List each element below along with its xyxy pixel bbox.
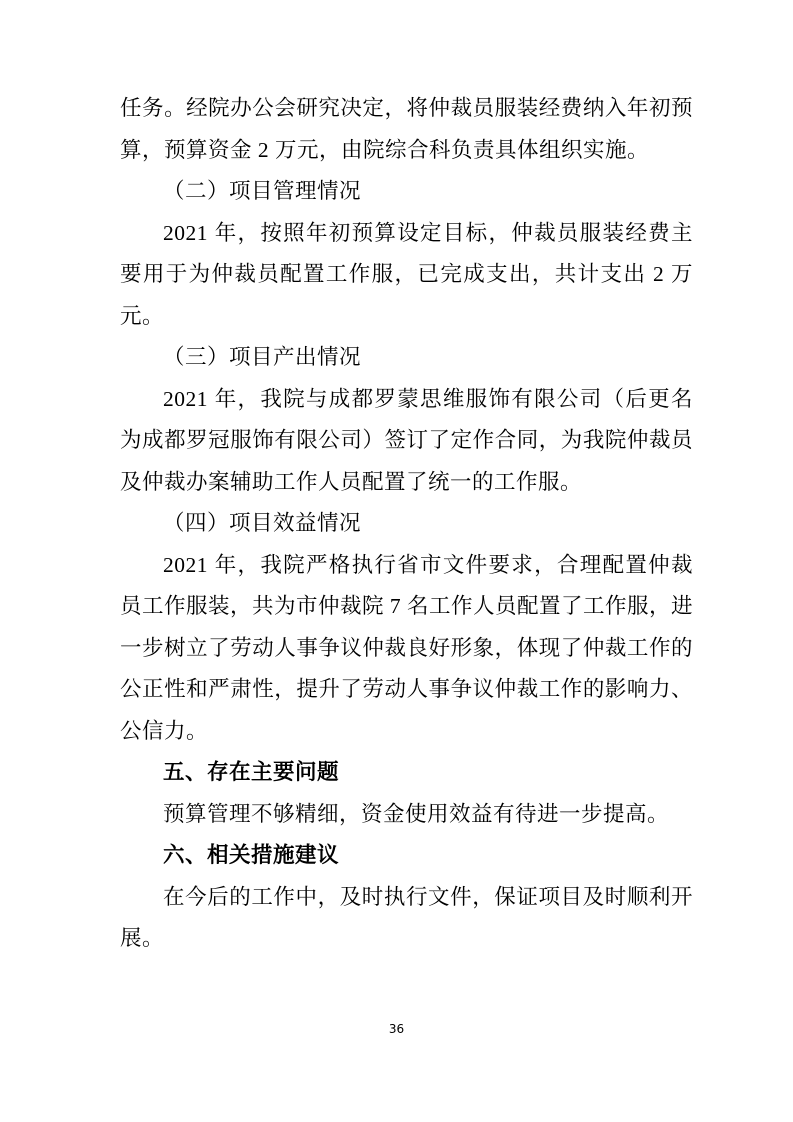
subsection-heading-3: （三）项目产出情况 xyxy=(163,345,362,369)
paragraph: 2021 年，按照年初预算设定目标，仲裁员服装经费主要用于为仲裁员配置工作服，已完成支出，共计支出 2 万元。 xyxy=(120,220,693,328)
subsection-heading-2: （二）项目管理情况 xyxy=(163,179,362,203)
page-number: 36 xyxy=(388,1022,405,1036)
paragraph: 2021 年，我院严格执行省市文件要求，合理配置仲裁员工作服装，共为市仲裁院 7 名工作人员配置了工作服，进一步树立了劳动人事争议仲裁良好形象，体现了仲裁工作的公正性和严肃性，提升了劳动人事争议仲裁工作的影响力、公信力。 xyxy=(120,552,694,743)
paragraph: 2021 年，我院与成都罗蒙思维服饰有限公司（后更名为成都罗冠服饰有限公司）签订了定作合同，为我院仲裁员及仲裁办案辅助工作人员配置了统一的工作服。 xyxy=(120,386,693,494)
paragraph: 在今后的工作中，及时执行文件，保证项目及时顺利开展。 xyxy=(120,884,693,950)
section-heading-6: 六、相关措施建议 xyxy=(163,843,340,867)
document-body xyxy=(120,88,693,960)
paragraph-continuation: 任务。经院办公会研究决定，将仲裁员服装经费纳入年初预算，预算资金 2 万元，由院综合科负责具体组织实施。 xyxy=(120,96,693,162)
subsection-heading-4: （四）项目效益情况 xyxy=(163,511,362,535)
paragraph: 预算管理不够精细，资金使用效益有待进一步提高。 xyxy=(163,801,670,826)
section-heading-5: 五、存在主要问题 xyxy=(163,760,340,784)
